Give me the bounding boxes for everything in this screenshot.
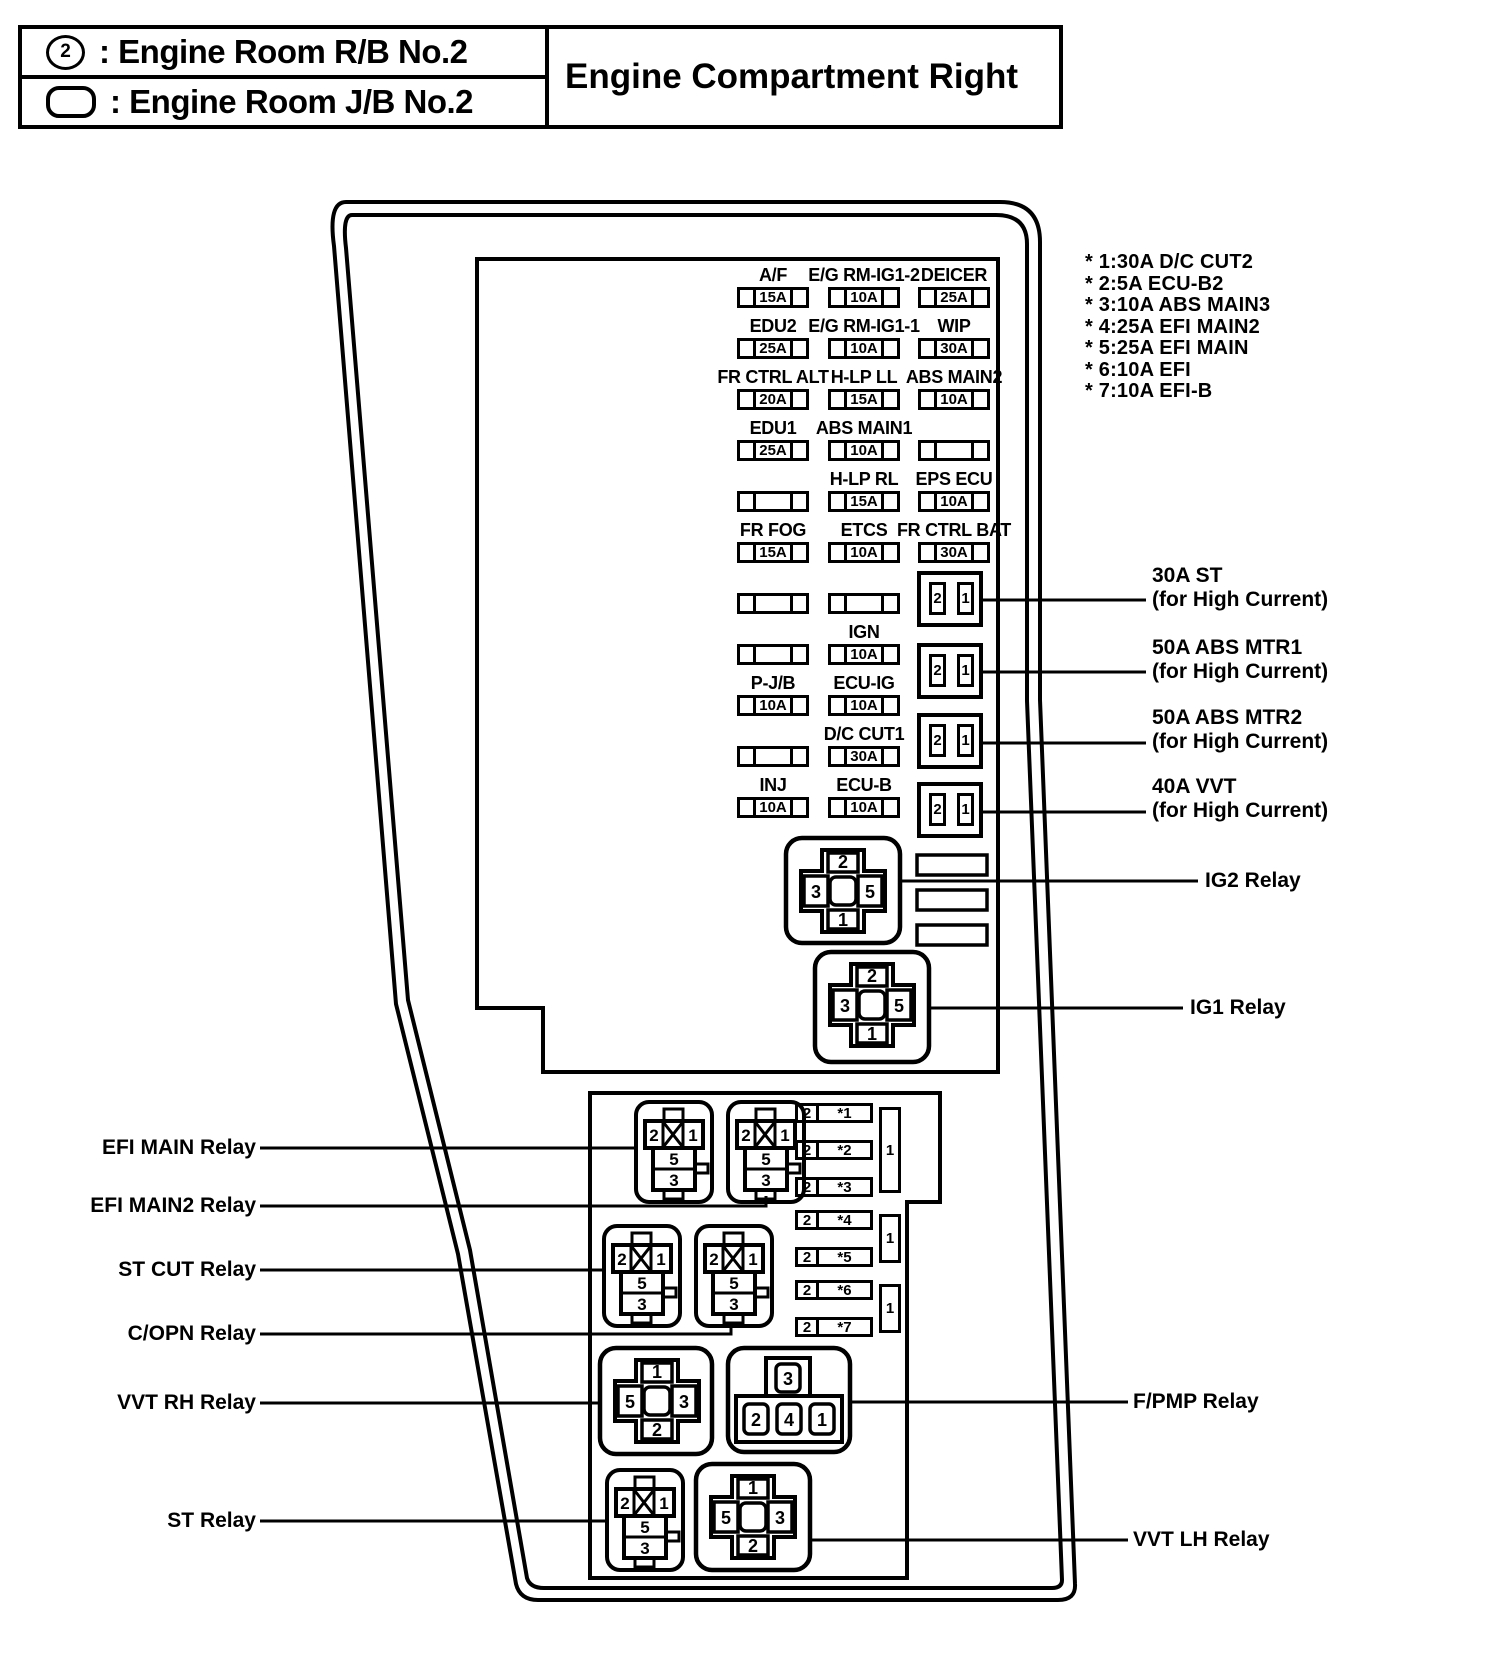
st-cut-relay — [604, 1226, 680, 1326]
fuse-end — [790, 698, 806, 713]
hc-label-line1: 40A VVT — [1152, 775, 1237, 798]
vvt-lh-pin-bottom: 2 — [747, 1536, 759, 1556]
fuse-label: P-J/B — [750, 673, 796, 693]
efi-main-relay — [636, 1102, 712, 1202]
ig1-pin-top: 2 — [866, 966, 878, 986]
high-current-fuse-box — [917, 782, 983, 838]
legend-column — [22, 29, 549, 125]
fuse-end — [790, 596, 806, 611]
fuse-cell — [737, 775, 809, 818]
fuse-end — [740, 698, 756, 713]
hc-pin-1: 1 — [957, 654, 974, 687]
fuse-end — [790, 290, 806, 305]
fuse-amp: 10A — [850, 544, 878, 561]
fuse-box — [737, 338, 809, 359]
vvt-rh-relay — [600, 1348, 712, 1454]
fuse-end — [971, 494, 987, 509]
st-pin-3: 3 — [640, 1539, 650, 1558]
efi-main-pin-3: 3 — [669, 1171, 679, 1190]
relay-callout-label: F/PMP Relay — [1133, 1390, 1259, 1413]
fuse-label: ETCS — [840, 520, 888, 540]
fpmp-pin-1: 1 — [816, 1410, 828, 1430]
fuse-label: ECU-B — [836, 775, 892, 795]
fuse-cell — [717, 367, 829, 410]
fuse-cell — [828, 469, 900, 512]
fuse-cell — [737, 520, 809, 563]
fuse-amp: 10A — [850, 697, 878, 714]
fuse-amp: 10A — [759, 799, 787, 816]
high-current-fuse — [917, 706, 1337, 773]
fuse-label: IGN — [848, 622, 880, 642]
fuse-box — [828, 491, 900, 512]
starred-fuse-notes — [1085, 252, 1270, 403]
fuse-label: WIP — [937, 316, 971, 336]
fuse-end — [831, 494, 847, 509]
st-pin-1: 1 — [659, 1494, 669, 1513]
note-line: * 1:30A D/C CUT2 — [1085, 251, 1254, 273]
fuse-end — [881, 443, 897, 458]
fuse-cell — [815, 418, 913, 461]
fuse-end — [790, 392, 806, 407]
legend-row-jb — [22, 75, 545, 125]
fuse-amp — [937, 443, 971, 458]
fuse-end — [881, 800, 897, 815]
fuse-box — [828, 593, 900, 614]
fuse-cell — [737, 491, 809, 512]
outer-wall-line — [333, 202, 1076, 1600]
fuse-cell — [915, 469, 993, 512]
fuse-end — [831, 800, 847, 815]
star-fuse-id: *6 — [819, 1280, 873, 1300]
fuse-label: H-LP LL — [830, 367, 898, 387]
fuse-end — [740, 800, 756, 815]
fuse-cell — [823, 724, 905, 767]
relay-callout-label: VVT LH Relay — [1133, 1528, 1270, 1551]
star-side-pin-1: 1 — [879, 1214, 901, 1263]
vvt-rh-pin-top: 1 — [651, 1362, 663, 1382]
hc-pin-2: 2 — [929, 582, 946, 615]
fuse-cell — [737, 673, 809, 716]
relay-callout-label: IG2 Relay — [1205, 869, 1301, 892]
hc-label-line2: (for High Current) — [1152, 660, 1329, 683]
fuse-amp: 10A — [850, 289, 878, 306]
st-pin-5: 5 — [640, 1518, 650, 1537]
note-line: * 7:10A EFI-B — [1085, 380, 1213, 402]
fuse-label: FR FOG — [739, 520, 807, 540]
fuse-label: ABS MAIN2 — [905, 367, 1003, 387]
fuse-end — [971, 341, 987, 356]
relay-callout-label: EFI MAIN Relay — [101, 1136, 256, 1159]
hc-label-line1: 30A ST — [1152, 564, 1223, 587]
fuse-end — [881, 341, 897, 356]
oval-icon — [46, 86, 96, 118]
fuse-label: ABS MAIN1 — [815, 418, 913, 438]
fuse-box — [828, 389, 900, 410]
star-fuse-id: *3 — [819, 1177, 873, 1197]
fuse-box — [737, 287, 809, 308]
efi-main2-relay — [728, 1102, 804, 1202]
ig2-pin-top: 2 — [837, 852, 849, 872]
fuse-amp: 25A — [940, 289, 968, 306]
fpmp-pin-3: 3 — [782, 1369, 794, 1389]
ig1-pin-bottom: 1 — [866, 1024, 878, 1044]
hc-label-line2: (for High Current) — [1152, 799, 1329, 822]
fuse-cell — [828, 673, 900, 716]
vvt-lh-pin-left: 5 — [720, 1508, 732, 1528]
fuse-cell — [737, 316, 809, 359]
legend-row-rb — [22, 29, 545, 75]
fuse-end — [971, 290, 987, 305]
fuse-cell — [737, 265, 809, 308]
fuse-label: H-LP RL — [829, 469, 899, 489]
ig1-pin-right: 5 — [893, 996, 905, 1016]
fuse-label: DEICER — [920, 265, 988, 285]
fuse-end — [740, 341, 756, 356]
fuse-amp: 20A — [759, 391, 787, 408]
fuse-box — [828, 695, 900, 716]
fuse-box — [918, 287, 990, 308]
fuse-amp: 15A — [759, 544, 787, 561]
star-pin-2: 2 — [795, 1140, 819, 1160]
fuse-end — [881, 545, 897, 560]
fuse-amp — [756, 749, 790, 764]
star-pin-2: 2 — [795, 1317, 819, 1337]
high-current-fuse-box — [917, 713, 983, 769]
fuse-box — [737, 491, 809, 512]
hc-label-line2: (for High Current) — [1152, 730, 1329, 753]
fuse-box — [828, 287, 900, 308]
fuse-end — [740, 443, 756, 458]
fuse-cell — [737, 418, 809, 461]
st-pin-2: 2 — [620, 1494, 630, 1513]
note-line: * 4:25A EFI MAIN2 — [1085, 315, 1260, 338]
fuse-end — [831, 698, 847, 713]
fuse-box — [828, 440, 900, 461]
hc-pin-1: 1 — [957, 793, 974, 826]
fuse-amp: 25A — [759, 340, 787, 357]
c-opn-pin-3: 3 — [729, 1295, 739, 1314]
fuse-cell — [737, 746, 809, 767]
fuse-end — [881, 596, 897, 611]
fuse-end — [881, 647, 897, 662]
fuse-end — [740, 494, 756, 509]
fuse-row — [737, 520, 1017, 564]
st-relay — [607, 1470, 683, 1570]
efi-main2-pin-1: 1 — [780, 1126, 790, 1145]
fuse-box — [737, 644, 809, 665]
fuse-label: EPS ECU — [915, 469, 993, 489]
st-cut-pin-5: 5 — [637, 1274, 647, 1293]
fuse-end — [831, 341, 847, 356]
fuse-amp: 10A — [850, 340, 878, 357]
fuse-end — [790, 800, 806, 815]
st-cut-pin-1: 1 — [656, 1250, 666, 1269]
high-current-label — [1152, 775, 1328, 823]
hc-label-line1: 50A ABS MTR2 — [1152, 706, 1303, 729]
relay-callout-label: ST Relay — [167, 1509, 256, 1532]
c-opn-pin-2: 2 — [709, 1250, 719, 1269]
star-fuse-id: *1 — [819, 1103, 873, 1123]
fuse-label: ECU-IG — [833, 673, 895, 693]
fuse-amp: 30A — [940, 544, 968, 561]
fuse-box — [918, 338, 990, 359]
fuse-end — [790, 494, 806, 509]
efi-main2-pin-5: 5 — [761, 1150, 771, 1169]
fuse-label: FR CTRL BAT — [896, 520, 1012, 540]
star-pin-2: 2 — [795, 1177, 819, 1197]
fuse-amp: 10A — [850, 799, 878, 816]
ig2-relay — [786, 838, 900, 943]
ig2-pin-right: 5 — [864, 882, 876, 902]
fuse-end — [790, 647, 806, 662]
fuse-amp: 10A — [940, 493, 968, 510]
fuse-box — [737, 440, 809, 461]
vvt-lh-pin-right: 3 — [774, 1508, 786, 1528]
star-fuse-group-2 — [795, 1210, 905, 1284]
fuse-box — [737, 695, 809, 716]
fuse-label: EDU1 — [749, 418, 797, 438]
fuse-row — [737, 418, 1017, 462]
c-opn-relay — [696, 1226, 772, 1326]
relay-callout-label: IG1 Relay — [1190, 996, 1286, 1019]
fuse-box — [737, 797, 809, 818]
c-opn-pin-1: 1 — [748, 1250, 758, 1269]
fuse-amp — [756, 494, 790, 509]
fuse-end — [921, 290, 937, 305]
note-line: * 5:25A EFI MAIN — [1085, 337, 1249, 359]
high-current-label — [1152, 706, 1328, 754]
fuse-cell — [918, 440, 990, 461]
fuse-cell — [737, 644, 809, 665]
fuse-end — [971, 392, 987, 407]
fuse-end — [831, 596, 847, 611]
fuse-cell — [828, 367, 900, 410]
fuse-label: E/G RM-IG1-1 — [808, 316, 920, 336]
fuse-end — [831, 290, 847, 305]
note-line: * 2:5A ECU-B2 — [1085, 272, 1224, 295]
fuse-label: FR CTRL ALT — [717, 367, 829, 387]
relay-callout-label: C/OPN Relay — [127, 1322, 256, 1345]
legend-table — [18, 25, 1063, 129]
fuse-cell — [737, 593, 809, 614]
efi-main-pin-5: 5 — [669, 1150, 679, 1169]
star-fuse-id: *5 — [819, 1247, 873, 1267]
fuse-row — [717, 367, 1017, 411]
star-pin-2: 2 — [795, 1103, 819, 1123]
fuse-box — [828, 338, 900, 359]
relay-callout-label: EFI MAIN2 Relay — [90, 1194, 256, 1217]
vvt-lh-pin-top: 1 — [747, 1478, 759, 1498]
star-fuse-id: *7 — [819, 1317, 873, 1337]
hc-pin-1: 1 — [957, 724, 974, 757]
fuse-row — [737, 265, 1017, 309]
fuse-amp: 30A — [850, 748, 878, 765]
fuse-end — [921, 494, 937, 509]
fuse-amp: 15A — [759, 289, 787, 306]
fuse-end — [740, 290, 756, 305]
fuse-end — [831, 443, 847, 458]
fuse-row — [737, 316, 1017, 360]
fuse-label: A/F — [758, 265, 788, 285]
efi-main2-pin-2: 2 — [741, 1126, 751, 1145]
inner-wall-line — [345, 215, 1062, 1588]
fpmp-relay — [728, 1348, 850, 1452]
fuse-box — [918, 542, 990, 563]
fuse-end — [831, 545, 847, 560]
star-pin-2: 2 — [795, 1247, 819, 1267]
fpmp-pin-2: 2 — [750, 1410, 762, 1430]
fuse-end — [971, 545, 987, 560]
circled-2-digit: 2 — [60, 41, 71, 62]
efi-main-pin-1: 1 — [688, 1126, 698, 1145]
star-fuse-id: *4 — [819, 1210, 873, 1230]
ig2-pin-left: 3 — [810, 882, 822, 902]
fuse-box — [737, 542, 809, 563]
vvt-rh-pin-bottom: 2 — [651, 1420, 663, 1440]
fuse-end — [790, 749, 806, 764]
star-fuse-id: *2 — [819, 1140, 873, 1160]
fuse-end — [790, 545, 806, 560]
fuse-end — [831, 392, 847, 407]
fuse-cell — [828, 775, 900, 818]
efi-main-pin-2: 2 — [649, 1126, 659, 1145]
fuse-end — [831, 647, 847, 662]
ig1-pin-left: 3 — [839, 996, 851, 1016]
fuse-amp: 15A — [850, 493, 878, 510]
ig1-relay — [815, 952, 929, 1062]
fuse-amp — [847, 596, 881, 611]
high-current-fuse-box — [917, 643, 983, 699]
fuse-amp: 10A — [850, 646, 878, 663]
st-cut-pin-2: 2 — [617, 1250, 627, 1269]
page-title: Engine Compartment Right — [565, 57, 1019, 96]
note-line: * 3:10A ABS MAIN3 — [1085, 294, 1271, 316]
fuse-end — [740, 596, 756, 611]
fuse-label: INJ — [759, 775, 787, 795]
fuse-end — [971, 443, 987, 458]
hc-pin-2: 2 — [929, 793, 946, 826]
fuse-box — [737, 746, 809, 767]
relay-callout-label: VVT RH Relay — [117, 1391, 256, 1414]
fuse-end — [881, 698, 897, 713]
ig2-pin-bottom: 1 — [837, 910, 849, 930]
fuse-end — [881, 392, 897, 407]
relay-callout-label: ST CUT Relay — [118, 1258, 256, 1281]
high-current-fuse — [917, 636, 1337, 703]
note-line: * 6:10A EFI — [1085, 358, 1191, 381]
fuse-end — [921, 443, 937, 458]
fuse-amp: 10A — [940, 391, 968, 408]
fuse-amp — [756, 596, 790, 611]
fuse-end — [790, 443, 806, 458]
hc-label-line1: 50A ABS MTR1 — [1152, 636, 1303, 659]
fuse-amp — [756, 647, 790, 662]
fuse-box — [828, 542, 900, 563]
fuse-cell — [918, 316, 990, 359]
fuse-cell — [828, 593, 900, 614]
fuse-end — [831, 749, 847, 764]
fuse-box — [737, 593, 809, 614]
fuse-end — [740, 749, 756, 764]
star-fuse-group-3 — [795, 1280, 905, 1354]
fuse-box — [918, 440, 990, 461]
fuse-cell — [828, 520, 900, 563]
fpmp-pin-4: 4 — [783, 1410, 795, 1430]
fuse-label: EDU2 — [749, 316, 797, 336]
fuse-box — [737, 389, 809, 410]
high-current-label — [1152, 636, 1328, 684]
fuse-end — [740, 545, 756, 560]
fuse-amp: 25A — [759, 442, 787, 459]
fuse-box — [828, 746, 900, 767]
vvt-rh-pin-left: 5 — [624, 1392, 636, 1412]
efi-main2-pin-3: 3 — [761, 1171, 771, 1190]
legend-rb-label: : Engine Room R/B No.2 — [99, 33, 468, 70]
st-cut-pin-3: 3 — [637, 1295, 647, 1314]
high-current-label — [1152, 564, 1328, 612]
hc-label-line2: (for High Current) — [1152, 588, 1329, 611]
fuse-end — [921, 392, 937, 407]
fuse-box — [918, 491, 990, 512]
fuse-end — [881, 749, 897, 764]
star-pin-2: 2 — [795, 1210, 819, 1230]
blank-slot-rects — [917, 855, 987, 945]
hc-pin-1: 1 — [957, 582, 974, 615]
fuse-end — [740, 647, 756, 662]
fuse-amp: 10A — [850, 442, 878, 459]
fuse-cell — [828, 622, 900, 665]
high-current-fuse — [917, 564, 1337, 631]
c-opn-pin-5: 5 — [729, 1274, 739, 1293]
star-fuse-group-1 — [795, 1103, 905, 1214]
fuse-amp: 10A — [759, 697, 787, 714]
star-side-pin-1: 1 — [879, 1107, 901, 1193]
fuse-label: E/G RM-IG1-2 — [808, 265, 920, 285]
high-current-fuse-box — [917, 571, 983, 627]
fuse-row — [737, 469, 1017, 513]
fuse-end — [921, 545, 937, 560]
fuse-box — [828, 644, 900, 665]
fuse-amp: 15A — [850, 391, 878, 408]
star-pin-2: 2 — [795, 1280, 819, 1300]
fuse-cell — [808, 265, 920, 308]
vvt-rh-pin-right: 3 — [678, 1392, 690, 1412]
fuse-box — [918, 389, 990, 410]
vvt-lh-relay — [696, 1464, 810, 1570]
fuse-end — [921, 341, 937, 356]
hc-pin-2: 2 — [929, 724, 946, 757]
fuse-end — [881, 290, 897, 305]
fuse-end — [881, 494, 897, 509]
star-side-pin-1: 1 — [879, 1284, 901, 1333]
hc-pin-2: 2 — [929, 654, 946, 687]
fuse-amp: 30A — [940, 340, 968, 357]
legend-jb-label: : Engine Room J/B No.2 — [110, 83, 474, 120]
fuse-cell — [896, 520, 1012, 563]
fuse-cell — [905, 367, 1003, 410]
high-current-fuse — [917, 775, 1337, 842]
circled-2-icon — [46, 35, 85, 70]
fuse-end — [790, 341, 806, 356]
fuse-end — [740, 392, 756, 407]
fuse-box — [828, 797, 900, 818]
fuse-cell — [808, 316, 920, 359]
fuse-cell — [918, 265, 990, 308]
fuse-label: D/C CUT1 — [823, 724, 905, 744]
